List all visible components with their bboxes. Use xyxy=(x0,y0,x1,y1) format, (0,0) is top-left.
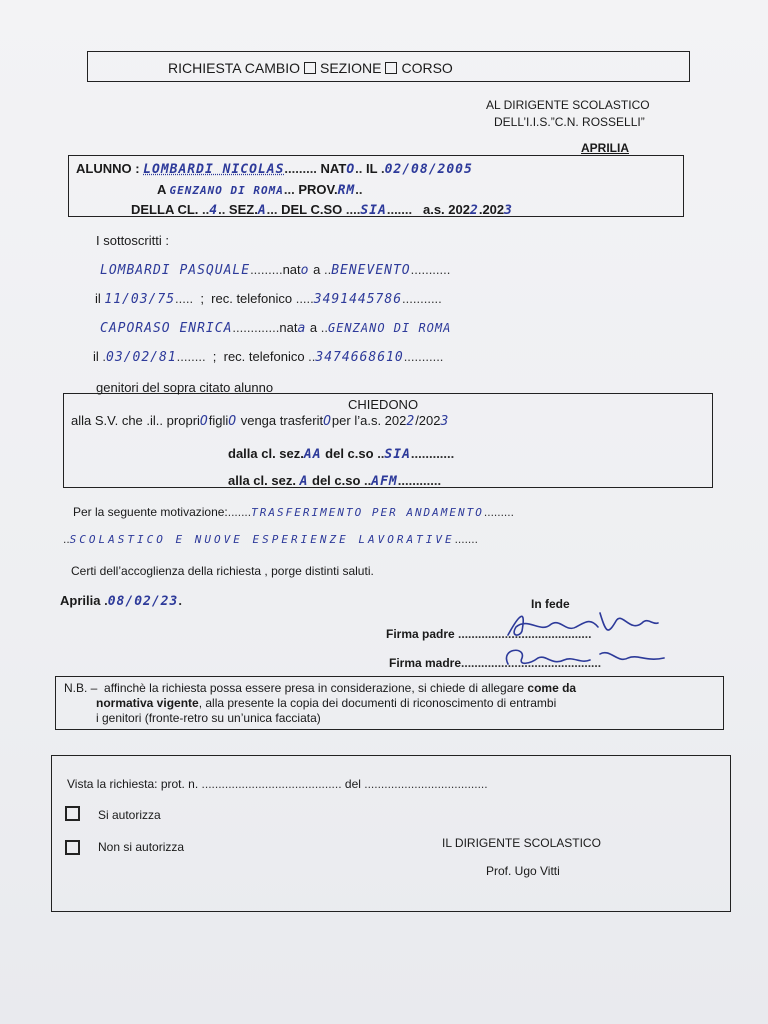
closing-text: Certi dell’accoglienza della richiesta , porge distinti saluti. xyxy=(71,564,374,578)
father-row-2: il 11/03/75..... ; rec. telefonico .....3491445786........... xyxy=(95,291,442,307)
mother-row: CAPORASO ENRICA.............nata a ..GENZANO DI ROMA xyxy=(100,320,452,336)
student-birth-date: 02/08/2005 xyxy=(384,162,473,177)
student-birth-place: GENZANO DI ROMA xyxy=(169,184,284,197)
note-text: N.B. – affinchè la richiesta possa essere presa in considerazione, si chiede di allegare come da normativa vigente, alla presente la copia dei documenti di riconoscimento di entrambi i genitori (fronte-retro su un’unica facciata) xyxy=(64,681,577,725)
father-name: LOMBARDI PASQUALE xyxy=(100,263,251,278)
parents-intro: I sottoscritti : xyxy=(96,233,169,248)
father-birth-date: 11/03/75 xyxy=(104,292,176,307)
father-birthplace: BENEVENTO xyxy=(331,263,411,278)
from-section: A xyxy=(303,447,313,462)
dirigente-label: IL DIRIGENTE SCOLASTICO xyxy=(442,836,601,850)
mother-birthplace: GENZANO DI ROMA xyxy=(327,321,452,335)
in-fede: In fede xyxy=(531,597,570,611)
motivation-row-1: Per la seguente motivazione:.......TRASFERIMENTO PER ANDAMENTO......... xyxy=(73,505,514,519)
mother-row-2: il .03/02/81........ ; rec. telefonico ..3474668610........... xyxy=(93,349,444,365)
parents-closing: genitori del sopra citato alunno xyxy=(96,380,274,395)
student-row-2: A GENZANO DI ROMA... PROV.RM.. xyxy=(157,182,363,198)
request-from: dalla cl. sez.AA del c.so ..SIA............ xyxy=(228,446,455,462)
student-course: SIA xyxy=(360,203,387,218)
student-section: A xyxy=(257,203,267,218)
motivation-line-2: SCOLASTICO E NUOVE ESPERIENZE LAVORATIVE xyxy=(69,533,455,546)
mother-birth-date: 03/02/81 xyxy=(106,350,177,365)
protocol-row: Vista la richiesta: prot. n. .......................................... del ..................................... xyxy=(67,777,488,791)
father-signature xyxy=(480,603,670,643)
motivation-row-2: ..SCOLASTICO E NUOVE ESPERIENZE LAVORATIVE....... xyxy=(63,532,478,546)
si-autorizza-label: Si autorizza xyxy=(98,808,161,822)
recipient-line-2: DELL’I.I.S.”C.N. ROSSELLI” xyxy=(494,115,645,129)
to-course: AFM xyxy=(371,474,398,489)
checkbox-sezione[interactable] xyxy=(304,62,316,74)
recipient-line-1: AL DIRIGENTE SCOLASTICO xyxy=(486,98,650,112)
student-name: LOMBARDI NICOLAS xyxy=(143,162,285,177)
non-si-autorizza-label: Non si autorizza xyxy=(98,840,185,854)
student-row-3: DELLA CL. ..4.. SEZ.A... DEL C.SO ....SIA....... a.s. 2022.2023 xyxy=(131,202,513,218)
place-date: Aprilia .08/02/23. xyxy=(60,593,182,609)
father-phone: 3491445786 xyxy=(313,292,403,307)
student-class: 4 xyxy=(209,203,219,218)
request-to: alla cl. sez. A del c.so ..AFM............ xyxy=(228,473,442,489)
chiedono-heading: CHIEDONO xyxy=(348,397,419,412)
mother-signature-label: Firma madre.......................................... xyxy=(389,656,602,670)
request-line-1: alla S.V. che .il.. propriOfigliO venga trasferitOper l’a.s. 2022/2023 xyxy=(71,413,450,429)
student-row-1: ALUNNO : LOMBARDI NICOLAS......... NATO.. IL .02/08/2005 xyxy=(76,161,473,177)
non-si-autorizza-checkbox[interactable] xyxy=(65,840,80,855)
recipient-city: APRILIA xyxy=(581,141,629,155)
mother-phone: 3474668610 xyxy=(315,350,404,365)
si-autorizza-checkbox[interactable] xyxy=(65,806,80,821)
father-row: LOMBARDI PASQUALE.........nato a ..BENEVENTO........... xyxy=(100,262,451,278)
page-title: RICHIESTA CAMBIO SEZIONE CORSO xyxy=(168,60,453,76)
from-course: SIA xyxy=(384,447,411,462)
to-section: A xyxy=(299,474,309,489)
dirigente-name: Prof. Ugo Vitti xyxy=(486,864,560,878)
mother-signature xyxy=(478,640,668,672)
motivation-line-1: TRASFERIMENTO PER ANDAMENTO xyxy=(251,506,484,519)
student-prov: RM xyxy=(337,183,356,198)
letter-date: 08/02/23 xyxy=(107,594,179,609)
mother-name: CAPORASO ENRICA xyxy=(100,321,233,336)
checkbox-corso[interactable] xyxy=(385,62,397,74)
father-signature-label: Firma padre ........................................ xyxy=(386,627,592,641)
